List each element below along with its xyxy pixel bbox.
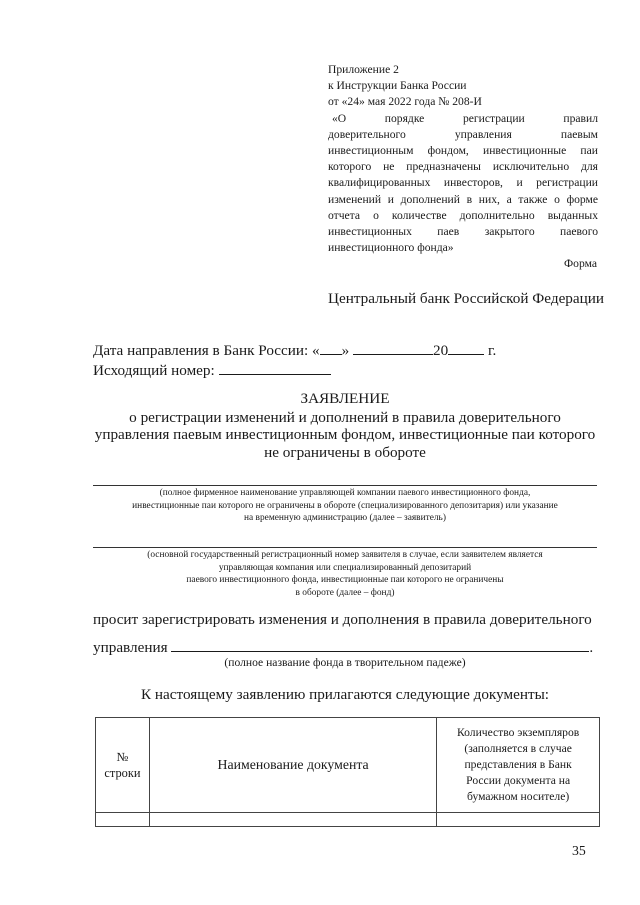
year-suffix: г.: [484, 342, 497, 359]
fund-name-caption: (полное название фонда в творительном падеже): [224, 656, 466, 669]
header-text: №: [116, 749, 129, 764]
submission-date-row: [93, 340, 496, 360]
caption-line: инвестиционные паи которого не ограничены в обороте (специализированного депозитария) или указание: [132, 500, 558, 511]
cell-copies-count[interactable]: [437, 813, 600, 827]
appendix-title-line: инвестиционным фондом, инвестиционные паи: [328, 144, 598, 158]
header-row-number: [96, 718, 150, 813]
page-number: 35: [572, 843, 586, 858]
header-text: Количество экземпляров: [456, 726, 580, 739]
header-copies-count: [437, 718, 600, 813]
header-text: России документа на: [466, 774, 571, 787]
year-prefix: 20: [433, 342, 449, 359]
submission-date-label: Дата направления в Банк России: «: [93, 342, 320, 359]
management-end: .: [589, 639, 594, 656]
appendix-title-line: инвестиционного фонда»: [328, 241, 454, 255]
caption-line: (полное фирменное наименование управляющей компании паевого инвестиционного фонда,: [159, 488, 531, 498]
appendix-title-line: которого не предназначены исключительно для: [328, 160, 598, 174]
header-text: Наименование документа: [217, 756, 369, 772]
statement-subtitle-line: управления паевым инвестиционным фондом, инвестиционные паи которого: [94, 426, 596, 443]
cell-document-name[interactable]: [149, 813, 436, 827]
appendix-number: Приложение 2: [328, 63, 399, 76]
ogrn-field[interactable]: [93, 547, 597, 548]
caption-line: в обороте (далее – фонд): [295, 587, 395, 598]
appendix-date: от «24» мая 2022 года № 208-И: [328, 95, 482, 109]
appendix-title-line: квалифицированных инвесторов, и регистрации: [328, 176, 598, 190]
quote-close: »: [341, 342, 350, 359]
management-label: управления: [93, 639, 172, 656]
ogrn-caption: [90, 549, 600, 599]
applicant-name-field[interactable]: [93, 485, 597, 486]
outgoing-number-row: [93, 360, 496, 380]
fund-name-field[interactable]: [171, 637, 589, 652]
attached-documents-heading: К настоящему заявлению прилагаются следующие документы:: [140, 686, 550, 703]
request-text: просит зарегистрировать изменения и дополнения в правила доверительного: [93, 611, 592, 628]
statement-title: [80, 390, 610, 461]
cell-row-number[interactable]: [96, 813, 150, 827]
header-text: (заполняется в случае: [464, 742, 572, 755]
caption-line: паевого инвестиционного фонда, инвестиционные паи которого не ограничены: [186, 575, 504, 585]
appendix-instruction: к Инструкции Банка России: [328, 79, 467, 93]
statement-subtitle-line: о регистрации изменений и дополнений в правила доверительного: [129, 408, 561, 426]
applicant-caption: [90, 487, 600, 525]
appendix-title-line: изменений и дополнений в них, а также о форме: [328, 192, 598, 206]
day-field[interactable]: [320, 340, 342, 355]
statement-subtitle-line: не ограничены в обороте: [264, 443, 426, 461]
header-document-name: [149, 718, 436, 813]
header-text: бумажном носителе): [467, 790, 570, 803]
outgoing-number-field[interactable]: [219, 360, 331, 375]
date-block: [93, 340, 496, 380]
form-label: Форма: [564, 257, 597, 270]
documents-table: [95, 717, 600, 827]
appendix-header: [328, 62, 598, 256]
management-row: [93, 637, 593, 657]
outgoing-number-label: Исходящий номер:: [93, 362, 219, 379]
header-text: представления в Банк: [464, 758, 572, 771]
table-header-row: [96, 718, 600, 813]
month-field[interactable]: [353, 340, 433, 355]
caption-line: на временную администрацию (далее – заявитель): [244, 513, 446, 523]
statement-heading: ЗАЯВЛЕНИЕ: [300, 390, 390, 407]
table-row: [96, 813, 600, 827]
year-field[interactable]: [448, 340, 484, 355]
caption-line: (основной государственный регистрационный номер заявителя в случае, если заявителем является: [147, 550, 543, 560]
caption-line: управляющая компания или специализированный депозитарий: [218, 562, 472, 573]
appendix-title-line: инвестиционных паев закрытого паевого: [328, 225, 598, 239]
appendix-title-line: «О порядке регистрации правил: [332, 111, 598, 125]
appendix-title-line: доверительного управления паевым: [328, 127, 598, 141]
header-text: строки: [104, 766, 141, 780]
appendix-title-line: отчета о количестве дополнительно выданных: [328, 208, 598, 222]
recipient: Центральный банк Российской Федерации: [328, 290, 605, 307]
